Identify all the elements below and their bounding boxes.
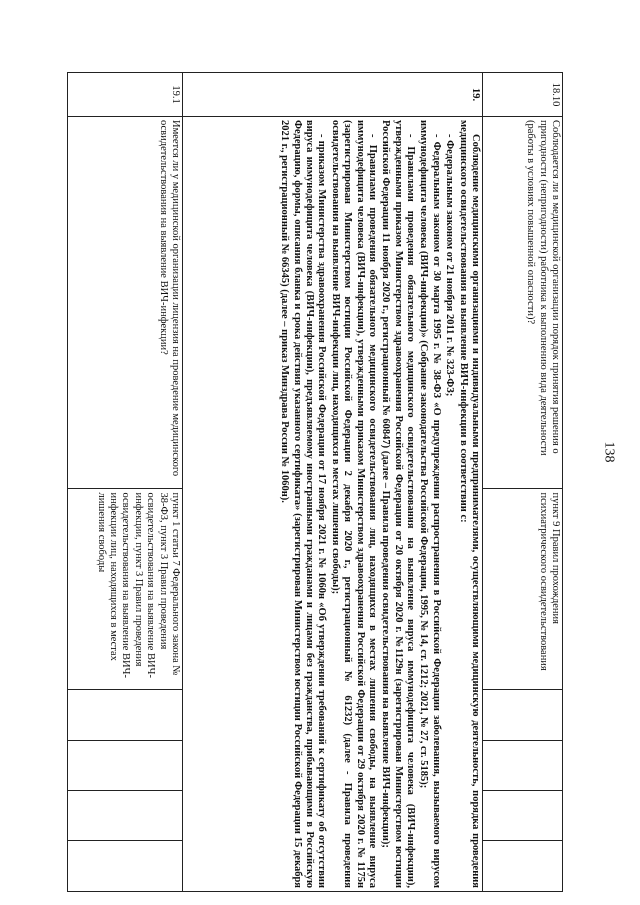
answer-cell (483, 690, 563, 740)
section-text (183, 117, 483, 892)
reference-cell: пункт 9 Правил прохождения психиатрического освидетельствования (483, 489, 563, 690)
answer-cell (68, 690, 183, 740)
document-sheet (68, 72, 563, 892)
row-number: 19.1 (68, 73, 183, 117)
question-cell: Соблюдается ли в медицинской организации порядок принятия решения о пригодности (непригодности) работника к выполнению вида деятельности (работы в условиях повышенной опасности)? (483, 117, 563, 489)
section-number: 19. (183, 73, 483, 117)
checklist-table (67, 72, 563, 892)
question-cell: Имеется ли у медицинской организации лицензия на проведение медицинского освидетельствования на выявление ВИЧ-инфекции? (68, 117, 183, 489)
section-heading: Соблюдение медицинскими организациями и индивидуальными предпринимателями, осуществляющими медицинскую деятельность, порядка проведения медицинского освидетельствования на выявление ВИЧ-инфекции в соответствии с: (457, 120, 481, 888)
law-item: - Федеральным законом от 30 марта 1995 г. № 38-ФЗ «О предупреждении распространения в Российской Федерации заболевания, вызываемого вирусом иммунодефицита человека (ВИЧ-инфекции)» (Собрание законодательства Российской Федерации, 1995, № 14, ст. 1212; 2021, № 27, ст. 5185); (418, 120, 442, 888)
law-item: - Правилами проведения обязательного медицинского освидетельствования на выявление вируса иммунодефицита человека (ВИЧ-инфекции), утвержденными приказом Министерством здравоохранения Российской Федерации от 20 октября 2020 г. №1129н (зарегистрирован Министерством юстиции Российской Федерации 11 ноября 2020 г., регистрационный № 60847) (далее – Правила проведения освидетельствования на выявление ВИЧ-инфекции); (380, 120, 417, 888)
answer-cell (68, 740, 183, 790)
answer-cell (483, 740, 563, 790)
page-number: 138 (601, 441, 617, 463)
answer-cell (483, 841, 563, 892)
law-item: - приказом Министерства здравоохранения Российской Федерации от 17 ноября 2021 г. № 1060н «Об утверждении требований к сертификату об отсутствии вируса иммунодефицита человека (ВИЧ-инфекции), предъявляемому иностранными гражданами и лицами без гражданства, прибывающими в Российскую Федерацию, формы, описания бланка и срока действия указанного сертификата» (зарегистрирован Министерством юстиции Российской Федерации 15 декабря 2021 г., регистрационный № 66345) (далее – приказ Минздрава России № 1060н). (279, 120, 328, 888)
answer-cell (483, 791, 563, 841)
answer-cell (68, 841, 183, 892)
answer-cell (68, 791, 183, 841)
table-row (68, 73, 183, 892)
row-number: 18.10 (483, 73, 563, 117)
reference-cell: пункт 1 статьи 7 Федерального закона № 38-ФЗ, пункт 3 Правил проведения освидетельствования на выявление ВИЧ-инфекции, пункт 3 Правил проведения освидетельствования на выявление ВИЧ-инфекции лиц, находящихся в местах лишения свободы (68, 489, 183, 690)
section-row (183, 73, 483, 892)
law-item: - Федеральным законом от 21 ноября 2011 г. № 323-ФЗ; (444, 134, 456, 397)
table-row (483, 73, 563, 892)
law-item: - Правилами проведения обязательного медицинского освидетельствования лиц, находящихся в местах лишения свободы, на выявление вируса иммунодефицита человека (ВИЧ-инфекции), утвержденными приказом Министерством здравоохранения Российской Федерации от 29 октября 2020 г. № 1175н (зарегистрирован Министерством юстиции Российской Федерации 2 декабря 2020 г., регистрационный № 61232) (далее - Правила проведения освидетельствования на выявление ВИЧ-инфекции лиц, находящихся в местах лишения свободы); (329, 120, 378, 888)
